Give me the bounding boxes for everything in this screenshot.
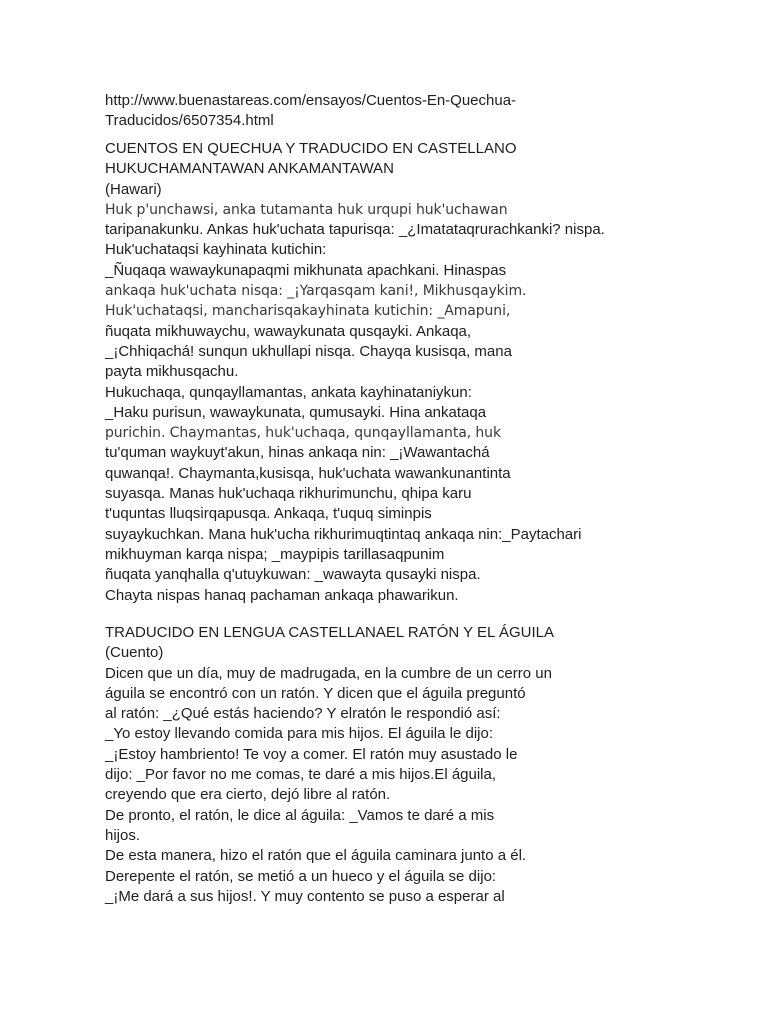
text-line: quwanqa!. Chaymanta,kusisqa, huk'uchata wawankunantinta — [105, 464, 511, 482]
text-line: t'uquntas lluqsirqapusqa. Ankaqa, t'uquq siminpis — [105, 505, 432, 523]
text-line: _Yo estoy llevando comida para mis hijos. El águila le dijo: — [105, 725, 494, 743]
spanish-story — [105, 623, 745, 907]
text-line: _Haku purisun, wawaykunata, qumusayki. Hina ankataqa — [105, 403, 487, 421]
text-line: Hukuchaqa, qunqayllamantas, ankata kayhinataniykun: — [105, 383, 472, 401]
text-line: payta mikhusqachu. — [105, 363, 239, 381]
text-line: _¡Estoy hambriento! Te voy a comer. El ratón muy asustado le — [105, 745, 518, 763]
text-line: Huk p'unchawsi, anka tutamanta huk urqupi huk'uchawan — [105, 201, 508, 218]
text-line: Huk'uchataqsi, mancharisqakayhinata kutichin: _Amapuni, — [105, 303, 511, 320]
text-line: purichin. Chaymantas, huk'uchaqa, qunqayllamanta, huk — [105, 425, 501, 442]
text-line: taripanakunku. Ankas huk'uchata tapurisqa: _¿Imatataqrurachkanki? nispa. — [105, 221, 605, 239]
text-line: _¡Chhiqachá! sunqun ukhullapi nisqa. Chayqa kusisqa, mana — [105, 342, 512, 360]
text-line: creyendo que era cierto, dejó libre al ratón. — [105, 786, 391, 804]
text-line: Chayta nispas hanaq pachaman ankaqa phawarikun. — [105, 586, 459, 604]
text-line: (Hawari) — [105, 180, 162, 198]
text-line: suyasqa. Manas huk'uchaqa rikhurimunchu, qhipa karu — [105, 485, 472, 503]
text-line: suyaykuchkan. Mana huk'ucha rikhurimuqtintaq ankaqa nin:_Paytachari — [105, 525, 582, 543]
text-line: águila se encontró con un ratón. Y dicen que el águila preguntó — [105, 684, 526, 702]
text-line: mikhuyman karqa nispa; _maypipis tarillasaqpunim — [105, 545, 445, 563]
text-line: (Cuento) — [105, 644, 164, 662]
text-line: tu'quman waykuyt'akun, hinas ankaqa nin: _¡Wawantachá — [105, 444, 490, 462]
text-line: HUKUCHAMANTAWAN ANKAMANTAWAN — [105, 160, 394, 178]
text-line: De pronto, el ratón, le dice al águila: _Vamos te daré a mis — [105, 806, 495, 824]
text-line: hijos. — [105, 826, 141, 844]
text-line: ñuqata mikhuwaychu, wawaykunata qusqayki. Ankaqa, — [105, 322, 472, 340]
source-url-line: Traducidos/6507354.html — [105, 112, 274, 130]
text-line: ankaqa huk'uchata nisqa: _¡Yarqasqam kani!, Mikhusqaykim. — [105, 283, 527, 300]
text-line: _Ñuqaqa wawaykunapaqmi mikhunata apachkani. Hinaspas — [105, 261, 507, 279]
text-line: Derepente el ratón, se metió a un hueco y el águila se dijo: — [105, 867, 497, 885]
text-line: dijo: _Por favor no me comas, te daré a mis hijos.El águila, — [105, 766, 497, 784]
text-line: Dicen que un día, muy de madrugada, en la cumbre de un cerro un — [105, 664, 552, 682]
source-url — [105, 91, 745, 132]
quechua-story — [105, 139, 745, 606]
text-line: _¡Me dará a sus hijos!. Y muy contento se puso a esperar al — [105, 887, 505, 905]
text-line: De esta manera, hizo el ratón que el águila caminara junto a él. — [105, 847, 527, 865]
text-line: TRADUCIDO EN LENGUA CASTELLANAEL RATÓN Y EL ÁGUILA — [105, 624, 555, 641]
source-url-line: http://www.buenastareas.com/ensayos/Cuentos-En-Quechua- — [105, 92, 517, 109]
text-line: al ratón: _¿Qué estás haciendo? Y elratón le respondió así: — [105, 705, 501, 723]
text-line: ñuqata yanqhalla q'utuykuwan: _wawayta qusayki nispa. — [105, 566, 481, 584]
text-line: CUENTOS EN QUECHUA Y TRADUCIDO EN CASTELLANO — [105, 140, 517, 157]
text-line: Huk'uchataqsi kayhinata kutichin: — [105, 241, 327, 259]
